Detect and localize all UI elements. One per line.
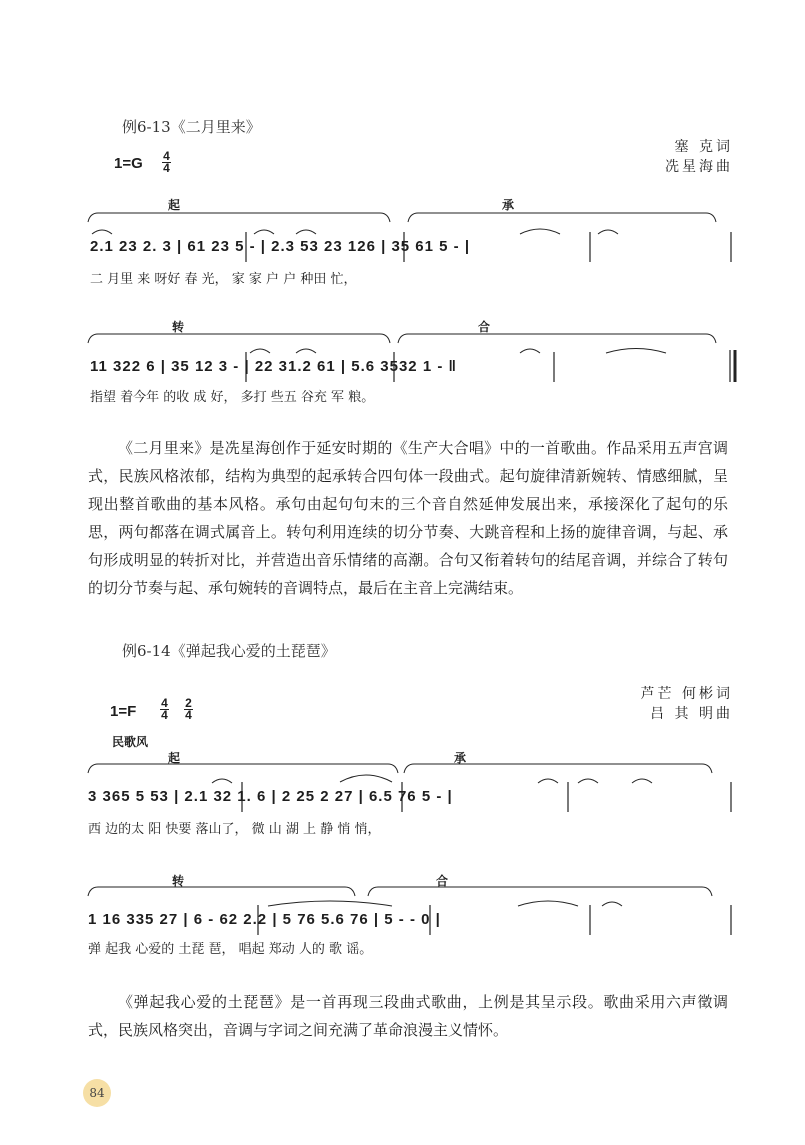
- analysis-paragraph: 《二月里来》是冼星海创作于延安时期的《生产大合唱》中的一首歌曲。作品采用五声宫调式，民族风格浓郁，结构为典型的起承转合四句体一段曲式。起句旋律清新婉转、情感细腻，呈现出整首歌曲的基本风格。承句由起句句末的三个音自然延伸发展出来，承接深化了起句的乐思，两句都落在调式属音上。转句利用连续的切分节奏、大跳音程和上扬的旋律音调，与起、承句形成明显的转折对比，并营造出音乐情绪的高潮。合句又衔着转句的结尾音调，并综合了转句的切分节奏与起、承句婉转的音调特点，最后在主音上完满结束。: [88, 439, 728, 597]
- tie: [340, 775, 392, 782]
- phrase-label-cheng: 承: [502, 198, 515, 212]
- time-denominator: 4: [163, 161, 170, 175]
- phrase-bracket: [398, 334, 716, 343]
- example-title: 例6-14《弹起我心爱的土琵琶》: [122, 642, 336, 660]
- tie: [296, 349, 316, 353]
- tie: [598, 230, 618, 234]
- phrase-bracket: [88, 213, 390, 222]
- tie: [578, 779, 598, 783]
- notation-line: 1 16 335 27 | 6 - 62 2.2 | 5 76 5.6 76 | 5 - - 0 |: [88, 911, 441, 928]
- tie: [518, 901, 578, 906]
- style-marking: 民歌风: [112, 735, 149, 749]
- time-denominator: 4: [185, 708, 192, 722]
- phrase-bracket: [368, 887, 712, 896]
- phrase-label-qi: 起: [168, 751, 181, 765]
- analysis-paragraph: 《弹起我心爱的土琵琶》是一首再现三段曲式歌曲，上例是其呈示段。歌曲采用六声徵调式，民族风格突出，音调与字词之间充满了革命浪漫主义情怀。: [88, 993, 728, 1039]
- phrase-label-zhuan: 转: [172, 874, 185, 888]
- phrase-bracket: [404, 764, 712, 773]
- example-title: 例6-13《二月里来》: [122, 118, 261, 136]
- lyrics-line: 弹 起我 心爱的 土琵 琶， 唱起 郑动 人的 歌 谣。: [88, 942, 373, 957]
- time-numerator: 4: [161, 696, 168, 710]
- lyrics-line: 二 月里 来 呀好 春 光， 家 家 户 户 种田 忙，: [90, 272, 357, 287]
- page-number: 84: [83, 1079, 111, 1107]
- tie: [632, 779, 652, 783]
- notation-line: 3 365 5 53 | 2.1 32 1. 6 | 2 25 2 27 | 6.5 76 5 - |: [88, 788, 453, 805]
- phrase-label-he: 合: [478, 320, 491, 334]
- notation-line: 11 322 6 | 35 12 3 - | 22 31.2 61 | 5.6 3532 1 - ‖: [90, 358, 457, 375]
- lyricist-credit: 塞 克词: [674, 139, 733, 155]
- tie: [296, 230, 316, 234]
- tie: [212, 779, 232, 783]
- phrase-bracket: [408, 213, 716, 222]
- tie: [250, 349, 270, 353]
- key-signature: 1=G: [114, 155, 143, 172]
- time-signature: [160, 698, 169, 721]
- time-signature-alt: [184, 698, 193, 721]
- tie: [538, 779, 558, 783]
- tie: [520, 349, 540, 353]
- phrase-bracket: [88, 334, 390, 343]
- time-denominator: 4: [161, 708, 168, 722]
- phrase-bracket: [88, 764, 398, 773]
- composer-credit: 吕 其 明曲: [650, 706, 733, 722]
- key-signature: 1=F: [110, 703, 137, 720]
- lyricist-credit: 芦芒 何彬词: [640, 686, 733, 702]
- composer-credit: 冼星海曲: [665, 159, 733, 175]
- tie: [520, 229, 560, 234]
- tie: [92, 230, 112, 234]
- tie: [254, 230, 274, 234]
- time-numerator: 2: [185, 696, 192, 710]
- notation-line: 2.1 23 2. 3 | 61 23 5 - | 2.3 53 23 126 | 35 61 5 - |: [90, 238, 471, 255]
- phrase-label-zhuan: 转: [172, 320, 185, 334]
- phrase-label-qi: 起: [168, 198, 181, 212]
- time-signature: [162, 151, 171, 174]
- phrase-bracket: [88, 887, 355, 896]
- phrase-label-cheng: 承: [454, 751, 467, 765]
- time-numerator: 4: [163, 149, 170, 163]
- tie: [606, 349, 666, 354]
- phrase-label-he: 合: [436, 874, 449, 888]
- lyrics-line: 西 边的太 阳 快要 落山了， 微 山 湖 上 静 悄 悄，: [88, 822, 381, 837]
- tie: [268, 901, 392, 906]
- tie: [602, 902, 622, 906]
- lyrics-line: 指望 着今年 的收 成 好， 多打 些五 谷充 军 粮。: [90, 390, 375, 405]
